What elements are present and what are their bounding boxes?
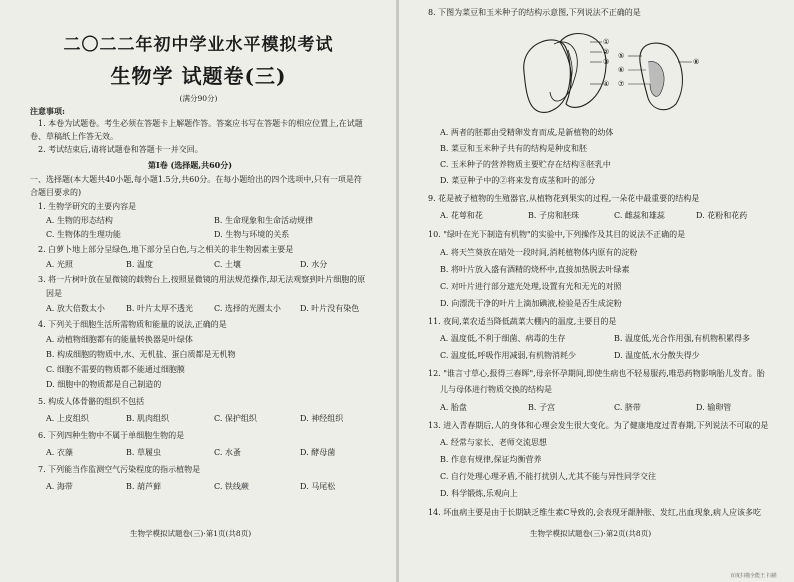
bean-label-3: ③ (603, 58, 610, 66)
corn-label-5: ⑤ (618, 52, 625, 60)
page-fold (396, 0, 399, 582)
question-4: 4. 下列关于细胞生活所需物质和能量的说法,正确的是 (38, 320, 227, 329)
section-heading: 第Ⅰ卷 (选择题,共60分) (148, 160, 233, 170)
option: A. 胎盘 (440, 403, 467, 412)
option: D. 酵母菌 (300, 448, 336, 457)
option: A. 花萼和花 (440, 211, 483, 220)
option: B. 肌肉组织 (126, 414, 169, 423)
full-score: (满分90分) (179, 94, 218, 103)
option: B. 子房和胚珠 (528, 211, 579, 220)
option: B. 生命现象和生命活动规律 (214, 216, 313, 225)
option: B. 将叶片放入盛有酒精的烧杯中,直接加热脱去叶绿素 (440, 265, 630, 274)
option: C. 雌蕊和雄蕊 (614, 211, 665, 220)
question-2: 2. 白萝卜地上部分呈绿色,地下部分呈白色,与之相关的非生物因素主要是 (38, 245, 294, 254)
option: C. 选择的光圈太小 (214, 304, 281, 313)
question-3: 3. 将一片树叶放在显微镜的载物台上,按照显微镜的用法规范操作,却无法观察到叶片细胞的原 (38, 275, 366, 284)
option: C. 脐带 (614, 403, 641, 412)
option: A. 两者的胚都由受精卵发育而成,是新植物的幼体 (440, 128, 614, 137)
option: A. 海带 (46, 482, 73, 491)
corn-embryo (648, 61, 664, 96)
option: A. 放大倍数太小 (46, 304, 105, 313)
option: A. 经常与家长、老师交流思想 (440, 438, 547, 447)
option: B. 作息有规律,保证均衡营养 (440, 455, 542, 464)
question-11: 11. 夜间,菜农适当降低蔬菜大棚内的温度,主要目的是 (428, 317, 617, 326)
question-8: 8. 下图为菜豆和玉米种子的结构示意图,下列说法不正确的是 (428, 8, 641, 17)
page-footer: 生物学模拟试题卷(三)·第2页(共8页) (530, 529, 652, 538)
page-footer: 生物学模拟试题卷(三)·第1页(共8页) (130, 529, 252, 538)
question-7: 7. 下列能当作监测空气污染程度的指示植物是 (38, 465, 201, 474)
question-13: 13. 进入青春期后,人的身体和心理会发生很大变化。为了健康地度过青春期,下列说法不可取的是 (428, 421, 769, 430)
option: A. 温度低,不利于细菌、病毒的生存 (440, 334, 566, 343)
bean-label-2: ② (603, 48, 610, 56)
bean-cotyledon (550, 42, 577, 101)
option: C. 土壤 (214, 260, 241, 269)
exam-title: 二〇二二年初中学业水平模拟考试 (63, 35, 334, 55)
option: A. 光照 (46, 260, 73, 269)
option: D. 马尾松 (300, 482, 336, 491)
note-line: 2. 考试结束后,请将试题卷和答题卡一并交回。 (38, 145, 203, 154)
option: B. 温度低,光合作用强,有机物积累得多 (614, 334, 751, 343)
option: C. 细胞不需要的物质都不能通过细胞膜 (46, 365, 185, 374)
option: B. 菜豆和玉米种子共有的结构是种皮和胚 (440, 144, 587, 153)
bean-seed-half (560, 34, 606, 108)
question-6: 6. 下列四种生物中不属于单细胞生物的是 (38, 431, 185, 440)
exam-subtitle: 生物学 试题卷(三) (110, 64, 287, 88)
option: D. 细胞中的物质都是自己制造的 (46, 380, 162, 389)
seed-structure-diagram (510, 22, 710, 122)
option: B. 构成细胞的物质中,水、无机盐、蛋白质都是无机物 (46, 350, 236, 359)
option: D. 水分 (300, 260, 328, 269)
option: C. 铁线蕨 (214, 482, 249, 491)
option: C. 生物体的生理功能 (46, 230, 121, 239)
option: C. 温度低,呼吸作用减弱,有机物消耗少 (440, 351, 577, 360)
option: D. 温度低,水分散失得少 (614, 351, 700, 360)
note-line: 1. 本卷为试题卷。考生必须在答题卡上解题作答。答案应书写在答题卡的相应位置上,在试题 (38, 119, 363, 128)
option: C. 玉米种子的营养物质主要贮存在结构⑧胚乳中 (440, 160, 611, 169)
question-5: 5. 构成人体骨骼的组织不包括 (38, 397, 145, 406)
option: D. 输卵管 (696, 403, 732, 412)
question-3-cont: 因是 (46, 289, 62, 298)
bean-label-4: ④ (603, 80, 610, 88)
option: B. 温度 (126, 260, 153, 269)
bean-seed-outline (524, 40, 571, 112)
exam-page-2 (400, 0, 794, 582)
instructions: 一、选择题(本大题共40小题,每小题1.5分,共60分。在每小题给出的四个选项中,只有一项是符 (30, 175, 362, 184)
option: D. 叶片没有染色 (300, 304, 360, 313)
corn-label-7: ⑦ (618, 80, 625, 88)
option: B. 叶片太厚不透光 (126, 304, 193, 313)
option: A. 动植物细胞都有的能量转换器是叶绿体 (46, 335, 193, 344)
instructions: 合题目要求的) (30, 188, 82, 197)
notes-heading: 注意事项: (30, 106, 65, 116)
option: C. 水蚤 (214, 448, 241, 457)
question-10: 10. "绿叶在光下制造有机物"的实验中,下列操作及其目的说法不正确的是 (428, 230, 686, 239)
option: D. 生物与环境的关系 (214, 230, 290, 239)
option: D. 菜豆种子中的②将来发育成茎和叶的部分 (440, 176, 596, 185)
option: B. 葫芦藓 (126, 482, 161, 491)
question-12-cont: 儿与母体进行物质交换的结构是 (440, 385, 552, 394)
option: A. 将天竺葵放在暗处一段时间,消耗植物体内原有的淀粉 (440, 248, 638, 257)
option: C. 对叶片进行部分遮光处理,设置有光和无光的对照 (440, 282, 622, 291)
question-9: 9. 花是被子植物的生殖器官,从植物花到果实的过程,一朵花中最重要的结构是 (428, 194, 700, 203)
scanner-watermark: 百度扫描全能王 扫描 (730, 573, 777, 579)
question-12: 12. "谁言寸草心,报得三春晖",母亲怀孕期间,即使生病也不轻易服药,唯恐药物影响胎儿发育。胎 (428, 369, 765, 378)
note-line: 卷、草稿纸上作答无效。 (30, 132, 118, 141)
option: C. 自行处理心理矛盾,不能打扰别人,尤其不能与异性同学交往 (440, 472, 657, 481)
bean-label-1: ① (603, 38, 610, 46)
option: D. 科学锻炼,乐观向上 (440, 489, 518, 498)
option: B. 子宫 (528, 403, 555, 412)
option: A. 生物的形态结构 (46, 216, 113, 225)
corn-label-8: ⑧ (693, 58, 700, 66)
option: D. 花粉和花药 (696, 211, 748, 220)
option: B. 草履虫 (126, 448, 161, 457)
question-1: 1. 生物学研究的主要内容是 (38, 202, 137, 211)
option: D. 神经组织 (300, 414, 344, 423)
option: A. 衣藻 (46, 448, 73, 457)
option: A. 上皮组织 (46, 414, 89, 423)
question-14: 14. 坏血病主要是由于长期缺乏维生素C导致的,会表现牙龈肿胀、发红,出血现象,病人应该多吃 (428, 508, 762, 517)
option: D. 向漂洗干净的叶片上滴加碘液,检验是否生成淀粉 (440, 299, 622, 308)
corn-label-6: ⑥ (618, 66, 625, 74)
option: C. 保护组织 (214, 414, 257, 423)
